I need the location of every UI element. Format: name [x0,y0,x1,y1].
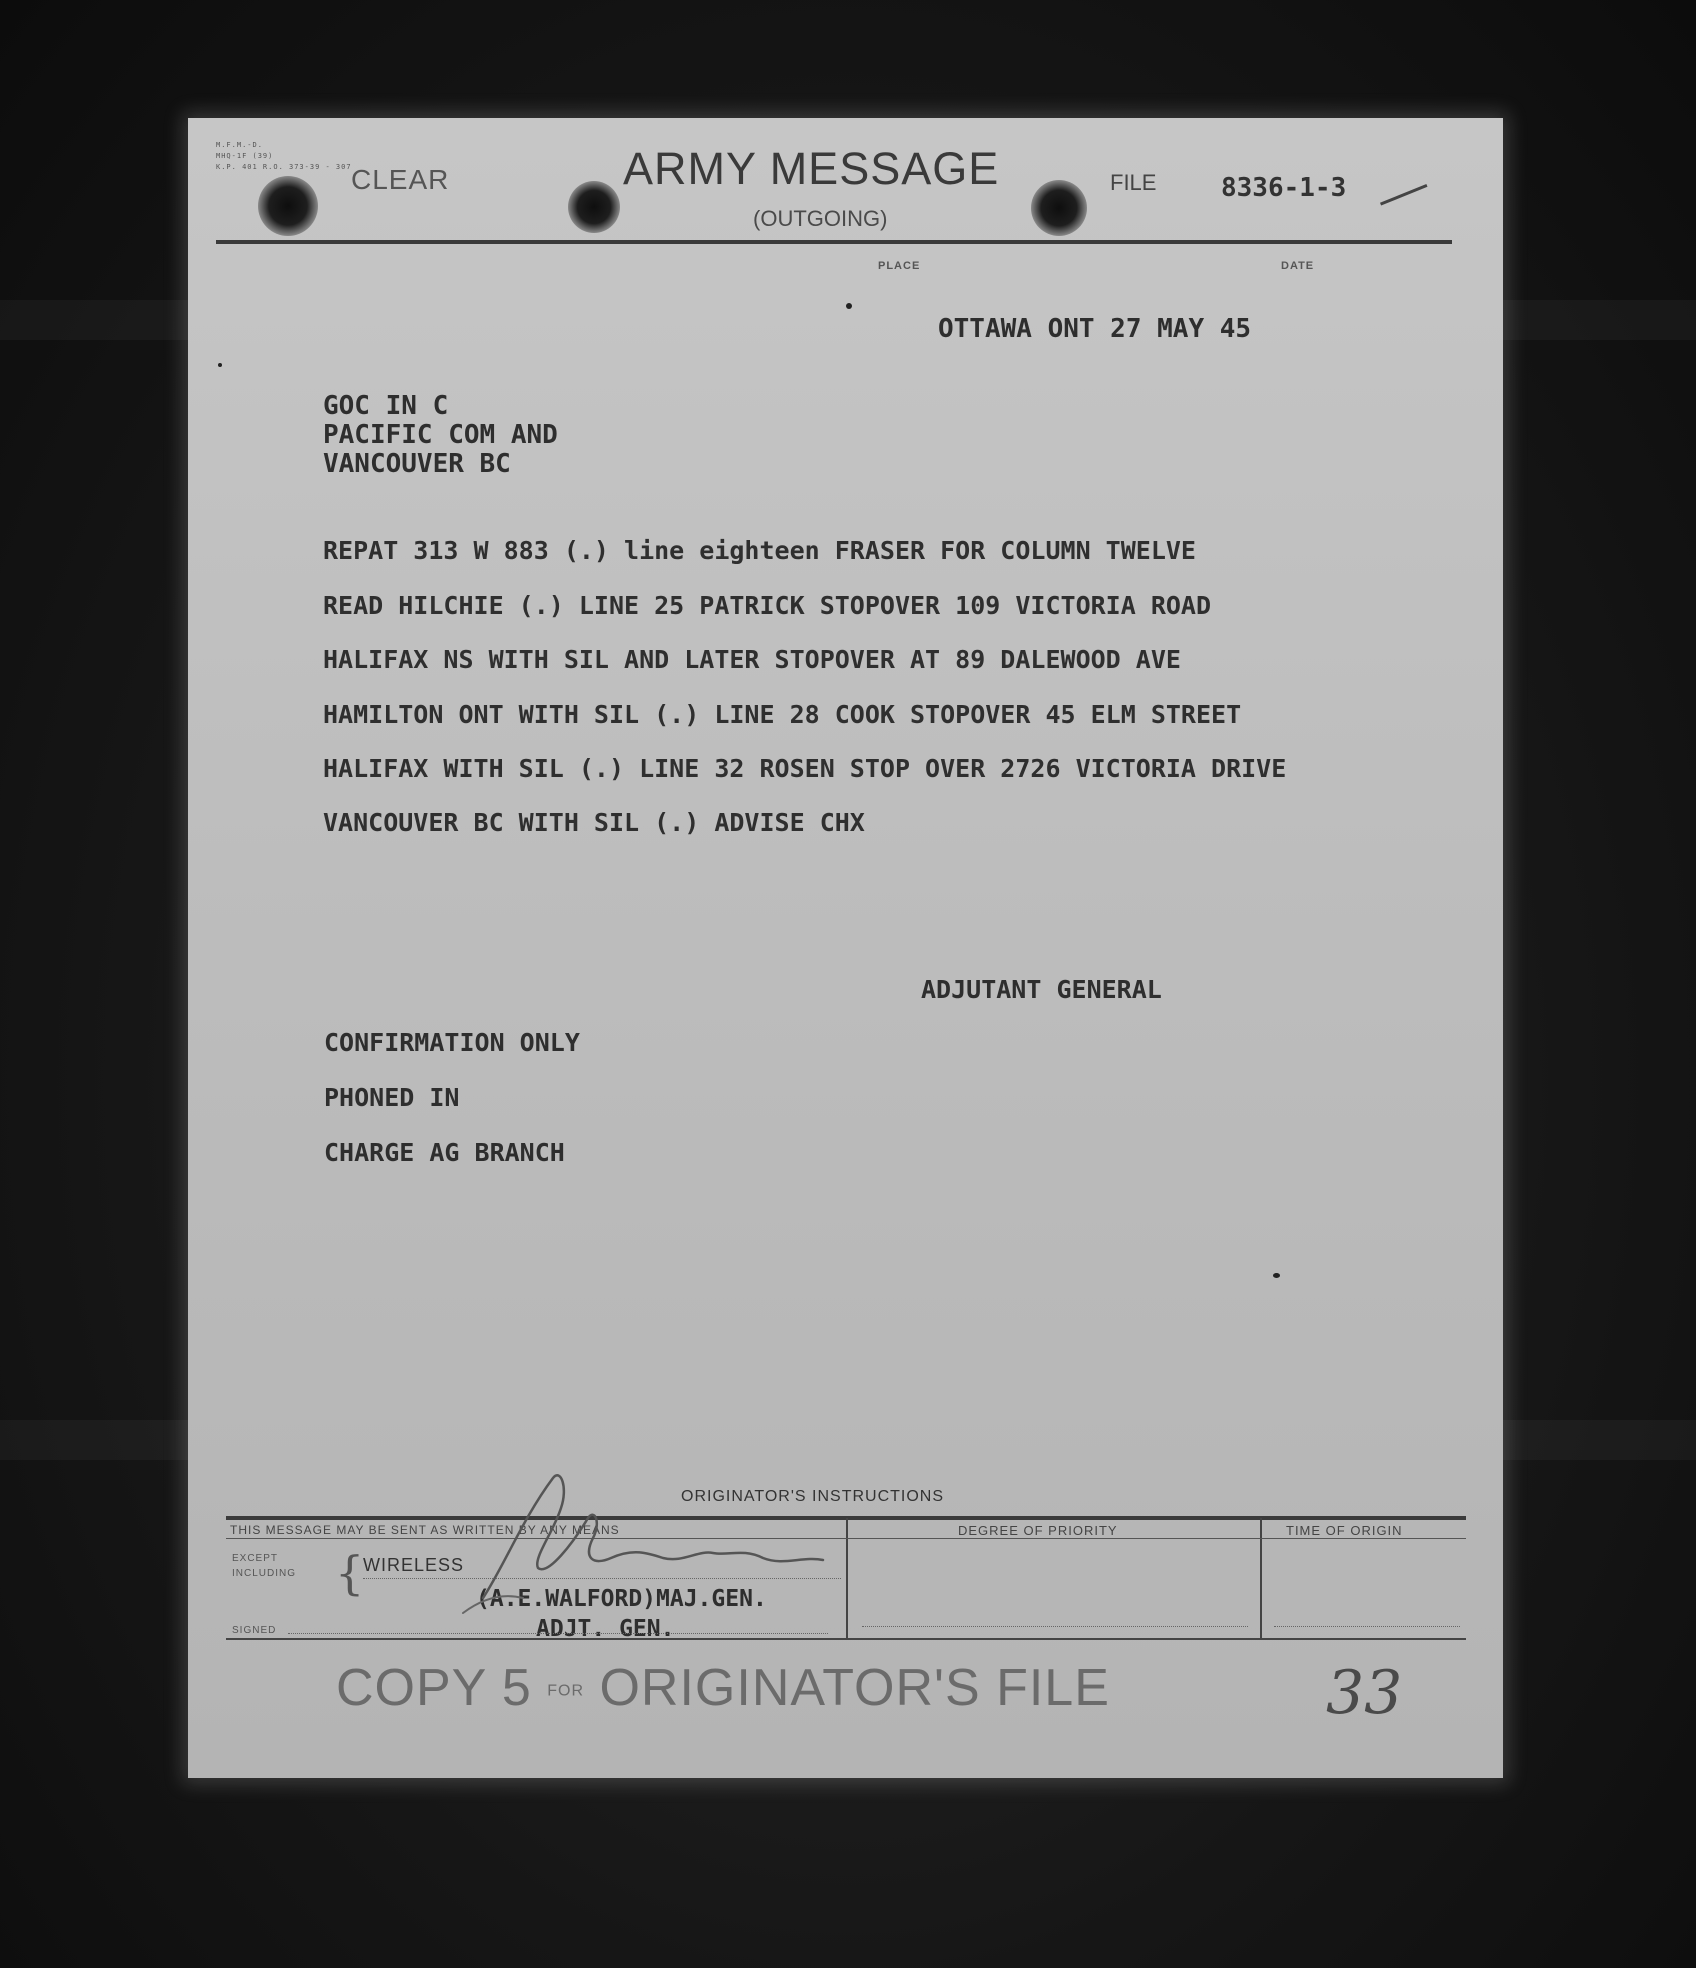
including-caption: INCLUDING [232,1568,297,1579]
place-caption: PLACE [878,260,921,272]
form-subtitle: (OUTGOING) [753,206,888,231]
form-title: ARMY MESSAGE [623,143,1000,194]
dotted-line [862,1626,1248,1627]
note-line: PHONED IN [324,1083,460,1112]
priority-caption: DEGREE OF PRIORITY [958,1523,1118,1538]
note-line: CHARGE AG BRANCH [324,1138,565,1167]
brace: { [335,1546,365,1600]
sender: ADJUTANT GENERAL [921,975,1162,1004]
note-line: CONFIRMATION ONLY [324,1028,580,1057]
sent-caption: THIS MESSAGE MAY BE SENT AS WRITTEN BY ANY MEANS [230,1523,620,1537]
signer-name: (A.E.WALFORD)MAJ.GEN. [476,1586,767,1612]
addressee-line: GOC IN C [323,391,449,421]
message-body-line: HAMILTON ONT WITH SIL (.) LINE 28 COOK STOPOVER 45 ELM STREET [323,700,1242,729]
addressee-line: VANCOUVER BC [323,449,511,479]
handwritten-signature [443,1448,863,1628]
punch-hole [568,181,620,233]
check-mark-icon [1373,165,1428,205]
message-body-line: VANCOUVER BC WITH SIL (.) ADVISE CHX [323,808,865,837]
page-number: 33 [1326,1658,1403,1728]
ink-speck [218,363,222,367]
date-caption: DATE [1281,260,1315,272]
message-body-line: HALIFAX NS WITH SIL AND LATER STOPOVER AT 89 DALEWOOD AVE [323,645,1181,674]
ink-speck [1273,1273,1280,1278]
origin-caption: TIME OF ORIGIN [1286,1523,1403,1538]
message-body-line: REPAT 313 W 883 (.) line eighteen FRASER FOR COLUMN TWELVE [323,536,1196,565]
column-divider [1260,1518,1262,1640]
except-caption: EXCEPT [232,1553,279,1564]
signed-caption: SIGNED [232,1625,277,1636]
header-rule [216,240,1452,244]
message-body-line: HALIFAX WITH SIL (.) LINE 32 ROSEN STOP OVER 2726 VICTORIA DRIVE [323,754,1287,783]
for-label: FOR [547,1682,585,1700]
originators-file-label: ORIGINATOR'S FILE [599,1659,1110,1717]
army-message-form [188,118,1503,1778]
classification-label: CLEAR [351,164,450,195]
instructions-heading: ORIGINATOR'S INSTRUCTIONS [681,1488,945,1505]
file-label: FILE [1110,170,1157,195]
wireless-label: WIRELESS [363,1555,465,1575]
punch-hole [258,176,318,236]
form-code: M.F.M.-D. MHQ-1F (39) K.P. 401 R.O. 373-39 - 307 [216,141,352,171]
file-number: 8336-1-3 [1221,173,1347,203]
signature-line [288,1633,828,1634]
signer-title: ADJT. GEN. [536,1616,675,1642]
copy-designation [336,1658,1110,1718]
ink-speck [846,303,852,309]
punch-hole [1031,180,1087,236]
dotted-line [1274,1626,1460,1627]
place-date: OTTAWA ONT 27 MAY 45 [938,314,1252,344]
addressee-line: PACIFIC COM AND [323,420,558,450]
message-body-line: READ HILCHIE (.) LINE 25 PATRICK STOPOVER 109 VICTORIA ROAD [323,591,1212,620]
instructions-bottom-rule [226,1638,1466,1640]
copy-number: COPY 5 [336,1659,532,1717]
